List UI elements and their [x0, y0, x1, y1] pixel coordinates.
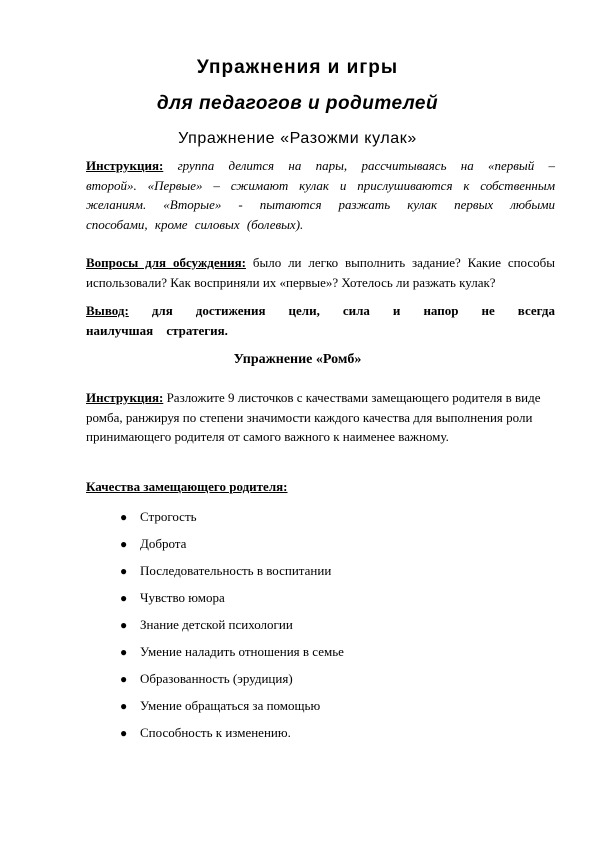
- list-item: [120, 698, 550, 725]
- exercise-1-conclusion: [86, 301, 555, 340]
- instruction-label: Инструкция:: [86, 158, 164, 173]
- exercise-2-instruction: [86, 388, 546, 447]
- instruction-text: группа делится на пары, рассчитываясь на «первый – второй». «Первые» – сжимают кулак и прислушиваются к собственным желаниям. «Вторые» - пытаются разжать кулак первых любыми способами, кроме силовых (болевых).: [86, 158, 555, 232]
- bullet-icon: ●: [120, 591, 128, 605]
- conclusion-text: для достижения цели, сила и напор не всегда наилучшая стратегия.: [86, 303, 555, 338]
- list-item: [120, 536, 550, 563]
- list-item: [120, 509, 550, 536]
- list-item-text: Образованность (эрудиция): [140, 671, 293, 686]
- document-subtitle: для педагогов и родителей: [156, 93, 439, 114]
- list-item-text: Знание детской психологии: [140, 617, 293, 632]
- list-item-text: Чувство юмора: [140, 590, 225, 605]
- bullet-icon: ●: [120, 699, 128, 713]
- qualities-label: Качества замещающего родителя:: [86, 479, 288, 494]
- bullet-icon: ●: [120, 726, 128, 740]
- list-item-text: Умение наладить отношения в семье: [140, 644, 344, 659]
- bullet-icon: ●: [120, 672, 128, 686]
- list-item-text: Строгость: [140, 509, 197, 524]
- exercise-2-title: Упражнение «Ромб»: [233, 352, 362, 367]
- conclusion-label: Вывод:: [86, 303, 129, 318]
- instruction-text: Разложите 9 листочков с качествами замещающего родителя в виде ромба, ранжируя по степени значимости каждого качества для выполнения роли принимающего родителя от самого важного к наименее важному.: [86, 390, 541, 444]
- exercise-1-title: Упражнение «Разожми кулак»: [178, 130, 417, 147]
- instruction-label: Инструкция:: [86, 390, 164, 405]
- bullet-icon: ●: [120, 564, 128, 578]
- document-title: Упражнения и игры: [196, 57, 399, 78]
- list-item-text: Доброта: [140, 536, 187, 551]
- exercise-1-instruction: [86, 156, 555, 234]
- list-item-text: Последовательность в воспитании: [140, 563, 332, 578]
- qualities-heading: [86, 477, 555, 497]
- list-item: [120, 671, 550, 698]
- list-item-text: Способность к изменению.: [140, 725, 291, 740]
- questions-text: было ли легко выполнить задание? Какие способы использовали? Как восприняли их «первые»? Хотелось ли разжать кулак?: [86, 255, 555, 290]
- bullet-icon: ●: [120, 618, 128, 632]
- questions-label: Вопросы для обсуждения:: [86, 255, 246, 270]
- bullet-icon: ●: [120, 645, 128, 659]
- bullet-icon: ●: [120, 510, 128, 524]
- list-item: [120, 563, 550, 590]
- list-item-text: Умение обращаться за помощью: [140, 698, 321, 713]
- bullet-icon: ●: [120, 537, 128, 551]
- list-item: [120, 644, 550, 671]
- list-item: [120, 725, 550, 752]
- exercise-1-questions: [86, 253, 555, 292]
- qualities-list: [120, 509, 550, 752]
- list-item: [120, 590, 550, 617]
- list-item: [120, 617, 550, 644]
